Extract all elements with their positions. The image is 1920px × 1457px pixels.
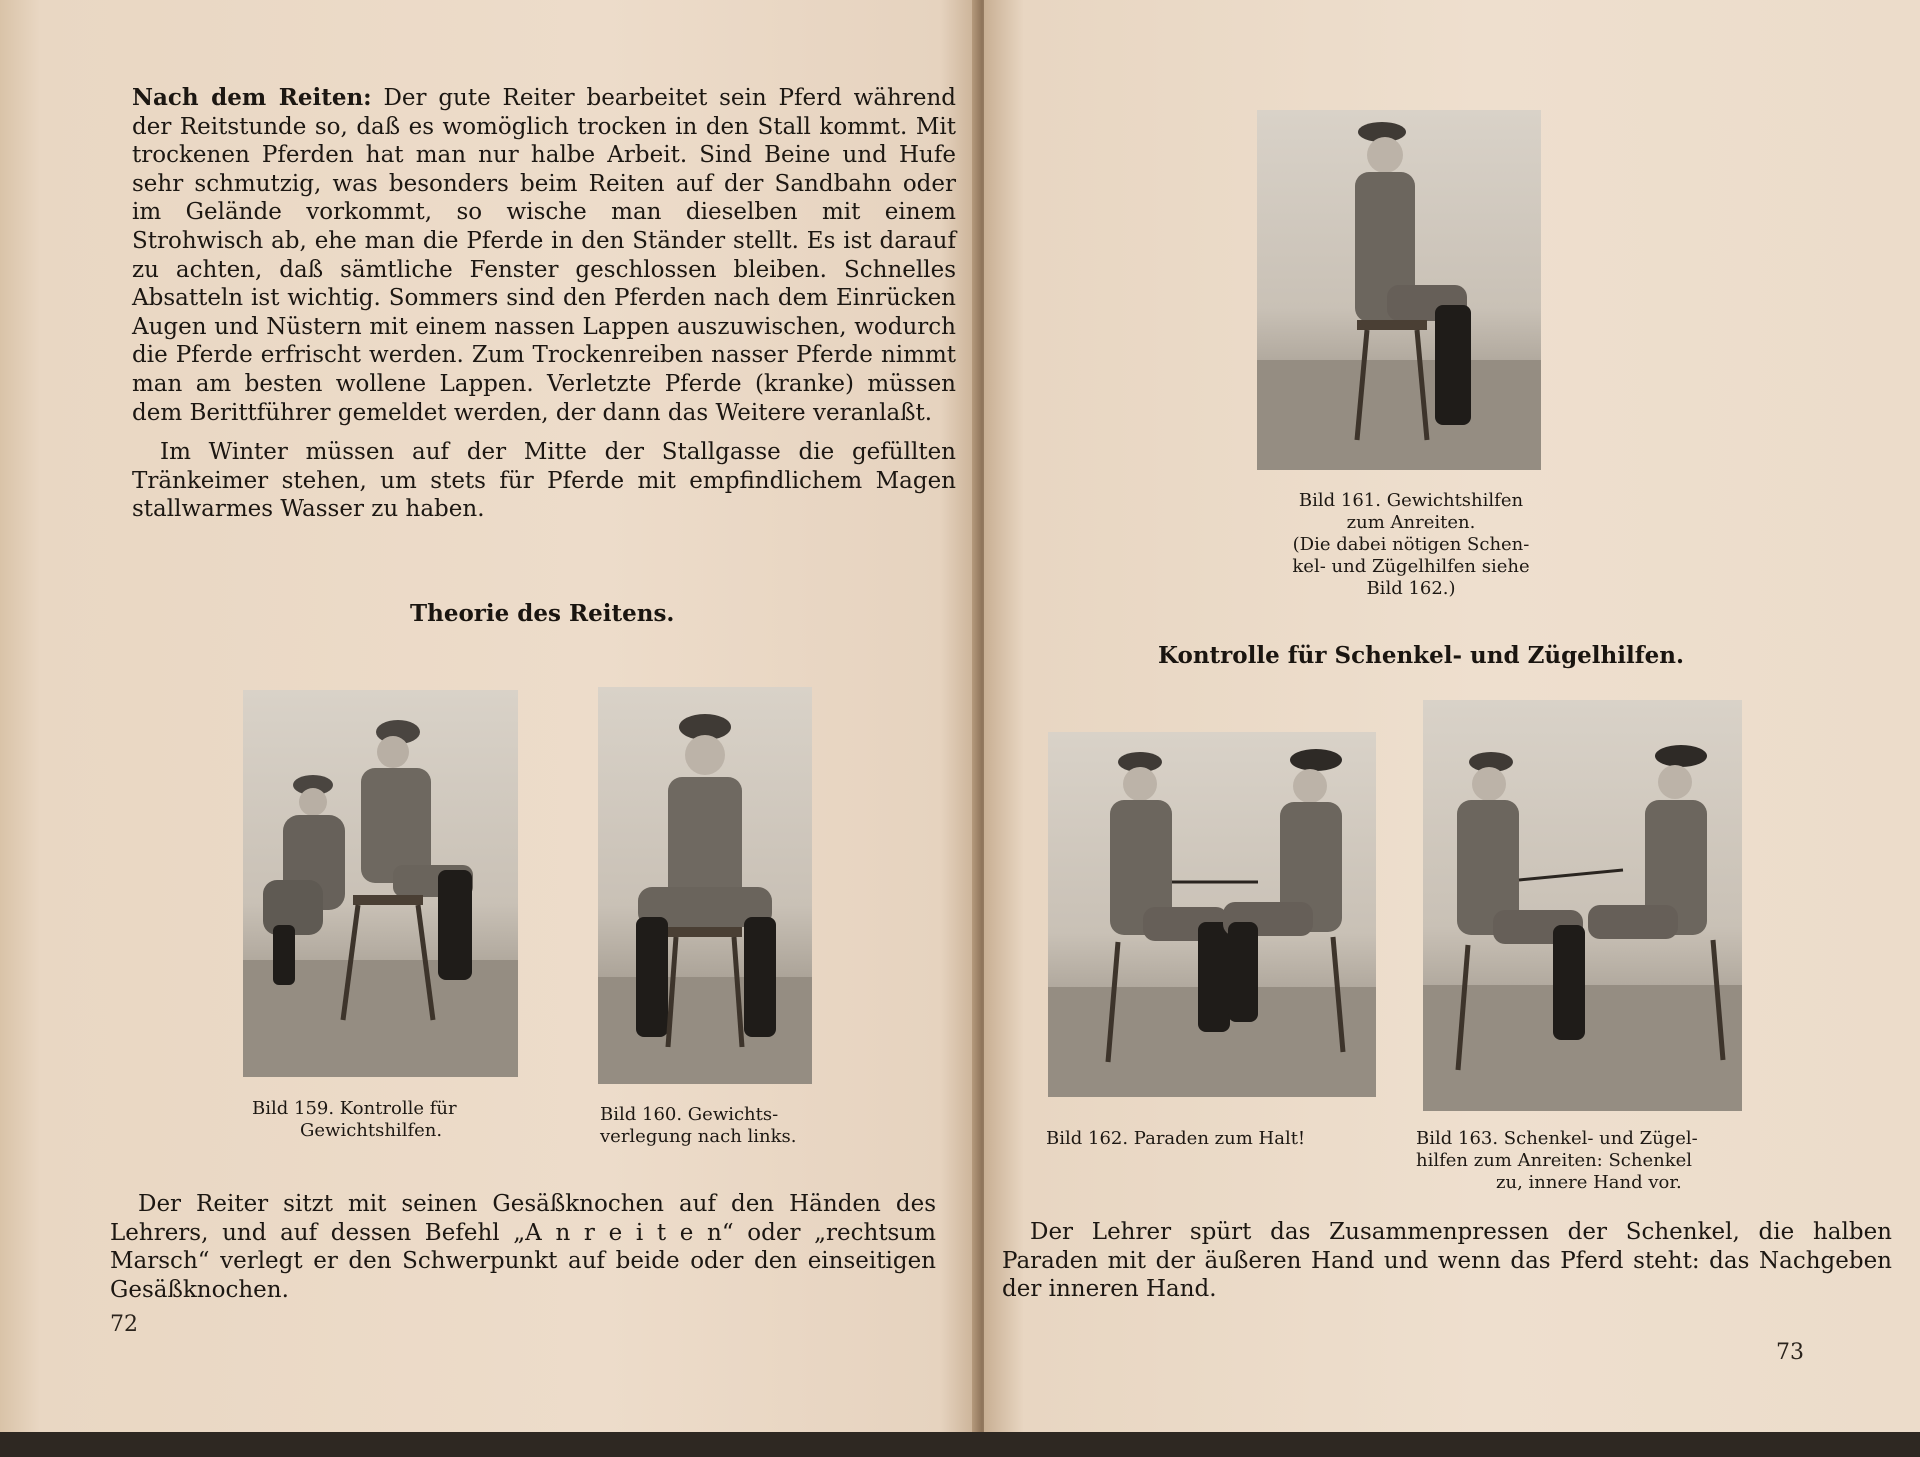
figure-illustration: [1423, 700, 1742, 1111]
caption-line: Bild 159. Kontrolle für: [252, 1098, 457, 1119]
caption-line: (Die dabei nötigen Schen-: [1292, 534, 1530, 555]
caption-bild-159: [252, 1098, 532, 1142]
section-heading-control: Kontrolle für Schenkel- und Zügelhilfen.: [1158, 642, 1684, 669]
photo-bild-161: [1257, 110, 1541, 470]
caption-line: Bild 161. Gewichtshilfen: [1298, 490, 1524, 511]
photo-bild-159: [243, 690, 518, 1077]
caption-line: Gewichtshilfen.: [300, 1120, 443, 1141]
section-heading-theory: Theorie des Reitens.: [410, 600, 675, 627]
caption-line: Bild 162. Paraden zum Halt!: [1046, 1128, 1306, 1149]
caption-bild-162: [1046, 1128, 1396, 1150]
page-number-right: 73: [1776, 1340, 1804, 1365]
page-number-left: 72: [110, 1312, 138, 1337]
caption-bild-163: [1416, 1128, 1756, 1194]
right-page: [984, 0, 1920, 1440]
figure-illustration: [598, 687, 812, 1084]
photo-bild-162: [1048, 732, 1376, 1097]
caption-bild-161: [1266, 490, 1556, 600]
book-bottom-edge: [0, 1432, 1920, 1457]
paragraph-teacher-feels: Der Lehrer spürt das Zusammenpressen der Schenkel, die halben Paraden mit der äußeren Hand und wenn das Pferd steht: das Nachgeben der inneren Hand.: [1002, 1219, 1892, 1303]
paragraph-after-riding: [132, 84, 956, 427]
caption-line: zum Anreiten.: [1346, 512, 1476, 533]
paragraph-body: Der gute Reiter bearbeitet sein Pferd während der Reitstunde so, daß es womöglich trocken in den Stall kommt. Mit trockenen Pferden hat man nur halbe Arbeit. Sind Beine und Hufe sehr schmutzig, was besonders beim Reiten auf der Sandbahn oder im Gelände vorkommt, so wische man dieselben mit einem Strohwisch ab, ehe man die Pferde in den Ständer stellt. Es ist darauf zu achten, daß sämtliche Fenster geschlossen bleiben. Schnelles Absatteln ist wichtig. Sommers sind den Pferden nach dem Einrücken Augen und Nüstern mit einem nassen Lappen auszuwischen, wodurch die Pferde erfrischt werden. Zum Trockenreiben nasser Pferde nimmt man am besten wollene Lappen. Verletzte Pferde (kranke) müssen dem Berittführer gemeldet werden, der dann das Weitere veranlaßt.: [132, 85, 956, 426]
caption-line: verlegung nach links.: [600, 1126, 797, 1147]
caption-line: Bild 160. Gewichts-: [600, 1104, 779, 1125]
paragraph-winter: Im Winter müssen auf der Mitte der Stallgasse die gefüllten Tränkeimer stehen, um stets für Pferde mit empfindlichem Magen stallwarmes Wasser zu haben.: [132, 439, 956, 523]
caption-line: Bild 163. Schenkel- und Zügel-: [1416, 1128, 1698, 1149]
figure-illustration: [243, 690, 518, 1077]
paragraph-rider-sits: Der Reiter sitzt mit seinen Gesäßknochen auf den Händen des Lehrers, und auf dessen Befehl „A n r e i t e n“ oder „rechtsum Marsch“ verlegt er den Schwerpunkt auf beide oder den einseitigen Gesäßknochen.: [110, 1191, 936, 1303]
figure-illustration: [1048, 732, 1376, 1097]
figure-illustration: [1257, 110, 1541, 470]
paragraph-lead: Nach dem Reiten:: [132, 84, 372, 111]
caption-line: Bild 162.): [1366, 578, 1456, 599]
photo-bild-160: [598, 687, 812, 1084]
caption-bild-160: [600, 1104, 830, 1148]
photo-bild-163: [1423, 700, 1742, 1111]
caption-line: kel- und Zügelhilfen siehe: [1292, 556, 1530, 577]
caption-line: hilfen zum Anreiten: Schenkel: [1416, 1150, 1693, 1171]
caption-line: zu, innere Hand vor.: [1496, 1172, 1682, 1193]
